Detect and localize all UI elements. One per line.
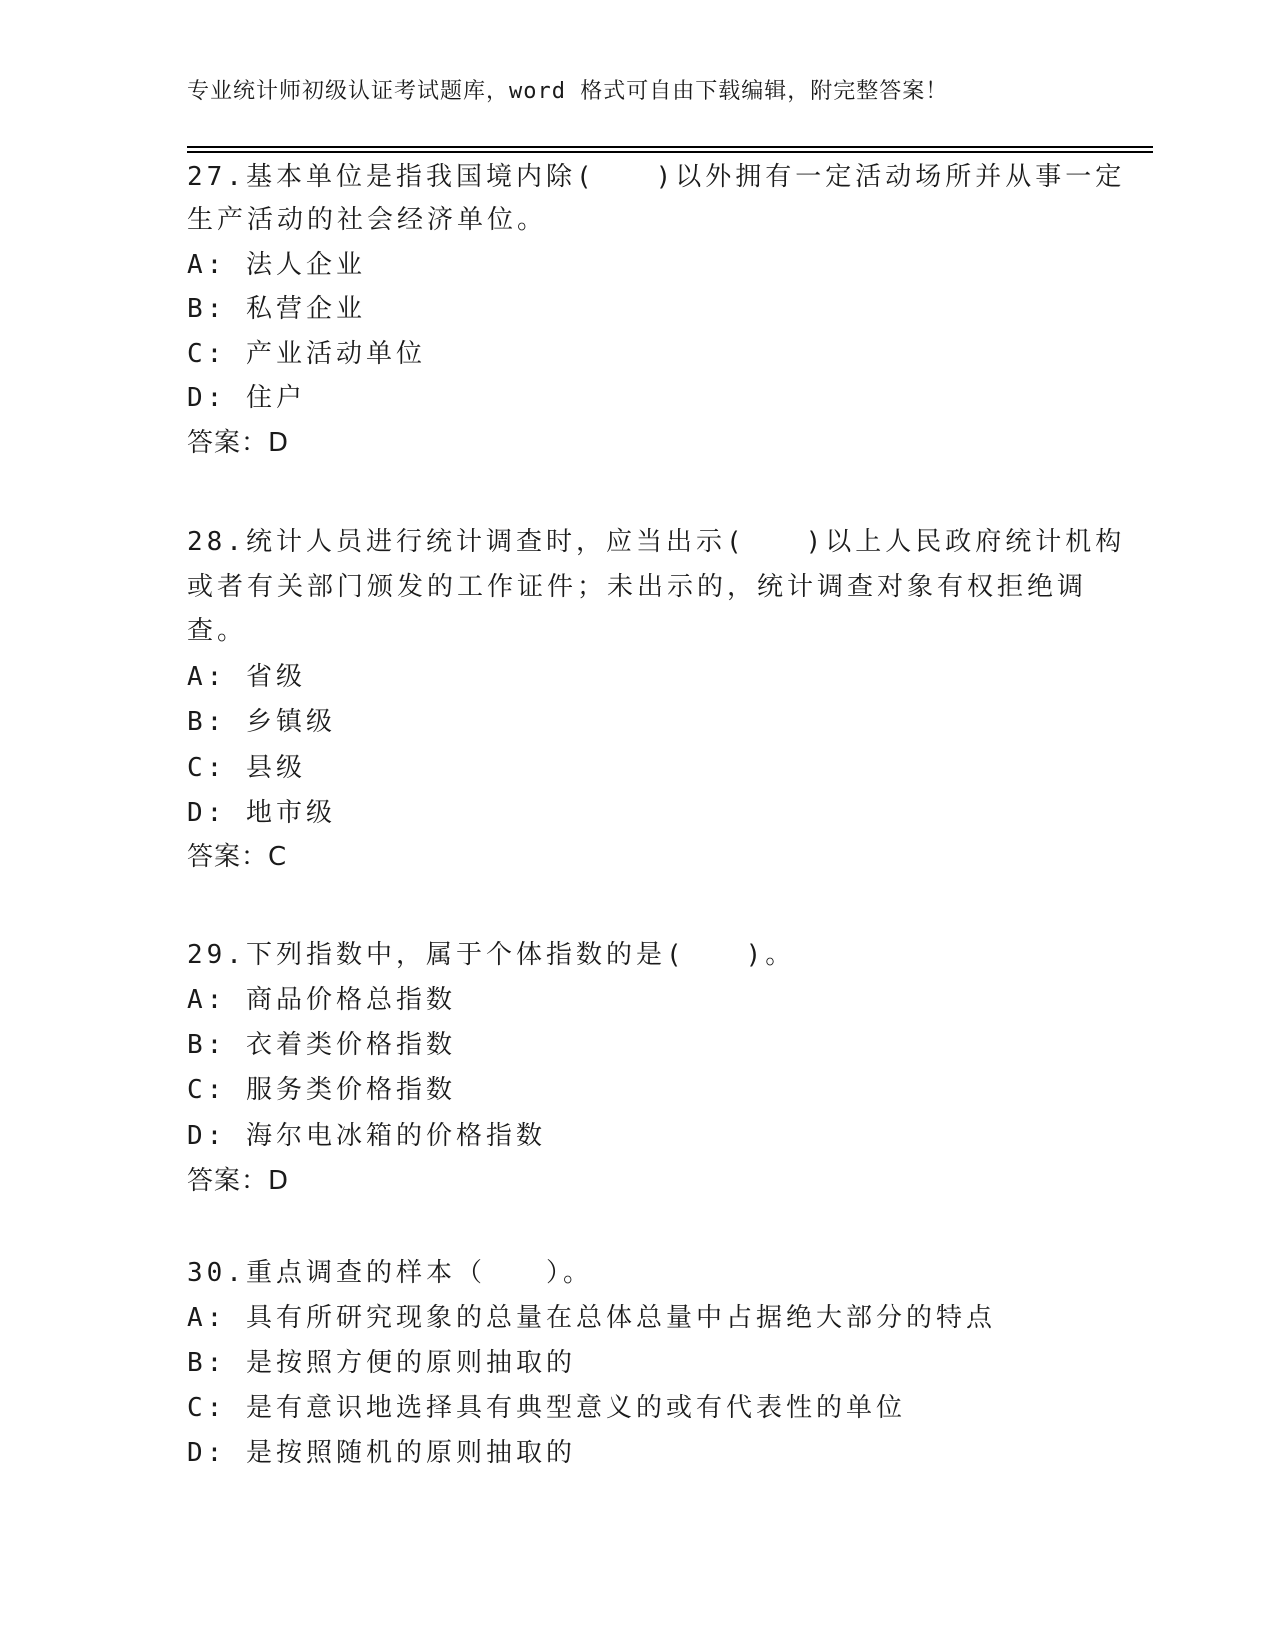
page-header: 专业统计师初级认证考试题库，word 格式可自由下载编辑，附完整答案！	[187, 79, 949, 104]
question-28-stem-line-3: 查。	[187, 616, 248, 646]
question-30-option-c: C: 是有意识地选择具有典型意义的或有代表性的单位	[187, 1393, 906, 1423]
question-30-option-d: D: 是按照随机的原则抽取的	[187, 1438, 576, 1468]
question-27-stem-line-2: 生产活动的社会经济单位。	[187, 205, 548, 235]
question-27-option-d: D: 住户	[187, 383, 306, 413]
question-29-option-a: A: 商品价格总指数	[187, 985, 456, 1015]
question-27-option-a: A: 法人企业	[187, 250, 366, 280]
question-27-option-b: B: 私营企业	[187, 294, 366, 324]
header-rule-bottom	[187, 151, 1153, 153]
question-28-option-c: C: 县级	[187, 753, 306, 783]
question-28-stem-line-1: 28.统计人员进行统计调查时，应当出示( )以上人民政府统计机构	[187, 527, 1126, 557]
question-29-option-c: C: 服务类价格指数	[187, 1075, 456, 1105]
question-29-stem-line-1: 29.下列指数中，属于个体指数的是( )。	[187, 940, 796, 970]
question-29-option-b: B: 衣着类价格指数	[187, 1030, 456, 1060]
question-27-answer: 答案：D	[187, 428, 290, 458]
question-30-stem-line-1: 30.重点调查的样本（ ）。	[187, 1258, 593, 1288]
question-28-option-a: A: 省级	[187, 662, 306, 692]
question-28-stem-line-2: 或者有关部门颁发的工作证件；未出示的，统计调查对象有权拒绝调	[187, 572, 1088, 602]
question-29-answer: 答案：D	[187, 1166, 290, 1196]
question-27-option-c: C: 产业活动单位	[187, 339, 426, 369]
question-30-option-a: A: 具有所研究现象的总量在总体总量中占据绝大部分的特点	[187, 1303, 996, 1333]
question-30-option-b: B: 是按照方便的原则抽取的	[187, 1348, 576, 1378]
question-29-option-d: D: 海尔电冰箱的价格指数	[187, 1121, 546, 1151]
header-rule-top	[187, 146, 1153, 148]
question-28-option-b: B: 乡镇级	[187, 707, 336, 737]
question-28-option-d: D: 地市级	[187, 798, 336, 828]
question-27-stem-line-1: 27.基本单位是指我国境内除( )以外拥有一定活动场所并从事一定	[187, 162, 1126, 192]
question-28-answer: 答案：C	[187, 842, 288, 872]
